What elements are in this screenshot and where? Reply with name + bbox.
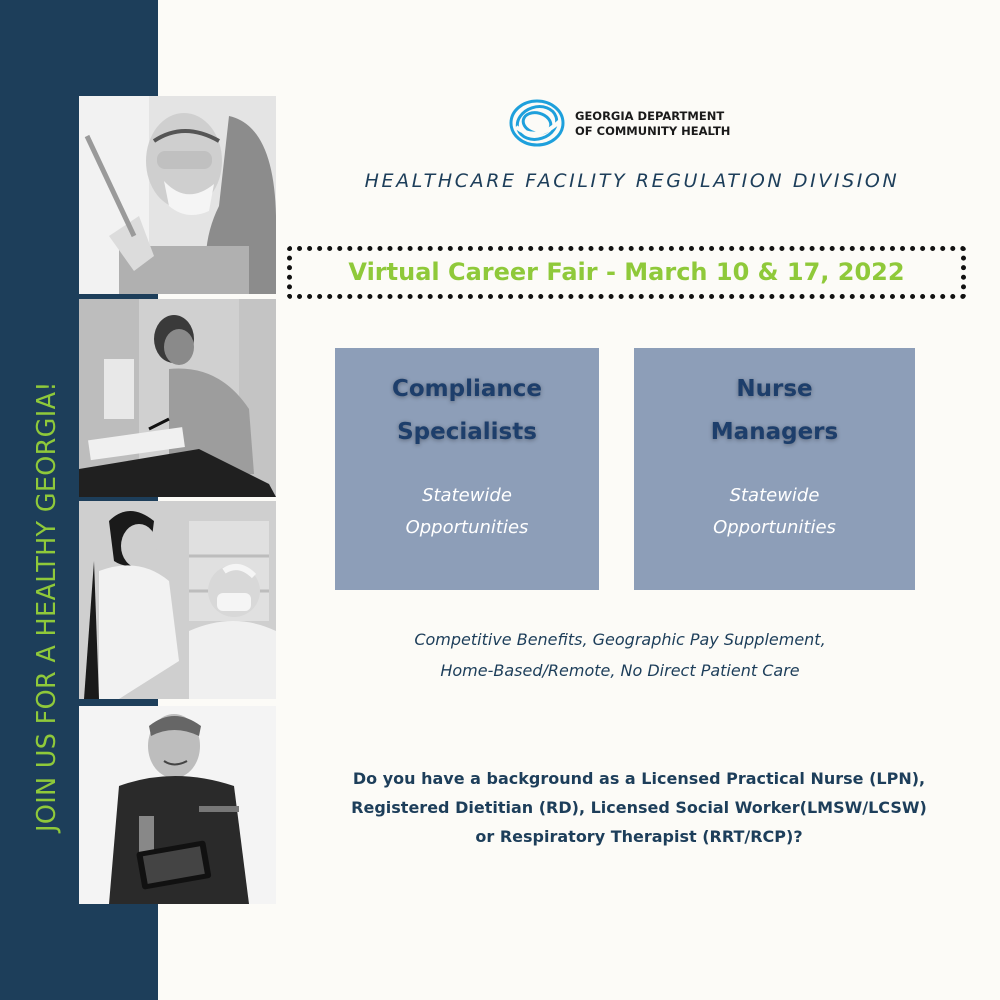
position-card-compliance: [335, 348, 599, 590]
position-title: Compliance Specialists: [391, 376, 542, 445]
question-line-2: Registered Dietitian (RD), Licensed Social Worker(LMSW/LCSW): [351, 798, 927, 817]
question-line-3: or Respiratory Therapist (RRT/RCP)?: [475, 827, 803, 846]
logo-line-1: GEORGIA DEPARTMENT: [575, 109, 725, 123]
position-card-nurse: [634, 348, 915, 590]
lab-scientist-photo: [79, 96, 276, 294]
woman-writing-photo: [79, 299, 276, 497]
position-subtitle: Statewide Opportunities: [713, 485, 836, 538]
logo-text: [575, 109, 730, 139]
benefits-line-1: Competitive Benefits, Geographic Pay Supplement,: [414, 630, 826, 649]
benefits-line-2: Home-Based/Remote, No Direct Patient Care: [440, 661, 800, 680]
career-fair-banner: [287, 246, 966, 299]
logo-line-2: OF COMMUNITY HEALTH: [575, 124, 731, 138]
division-heading: HEALTHCARE FACILITY REGULATION DIVISION: [364, 170, 900, 192]
sidebar-tagline: JOIN US FOR A HEALTHY GEORGIA!: [32, 381, 62, 832]
position-subtitle: Statewide Opportunities: [405, 485, 529, 538]
dch-logo: [508, 97, 740, 149]
paramedic-tablet-photo: [79, 706, 276, 904]
career-fair-title: Virtual Career Fair - March 10 & 17, 2022: [348, 258, 905, 286]
nurse-patient-photo: [79, 501, 276, 699]
position-title: Nurse Managers: [710, 376, 839, 445]
dch-swirl-logo-icon: [508, 97, 566, 149]
question-line-1: Do you have a background as a Licensed Practical Nurse (LPN),: [352, 769, 926, 788]
background-question: [286, 764, 992, 851]
benefits-text: [320, 624, 920, 686]
